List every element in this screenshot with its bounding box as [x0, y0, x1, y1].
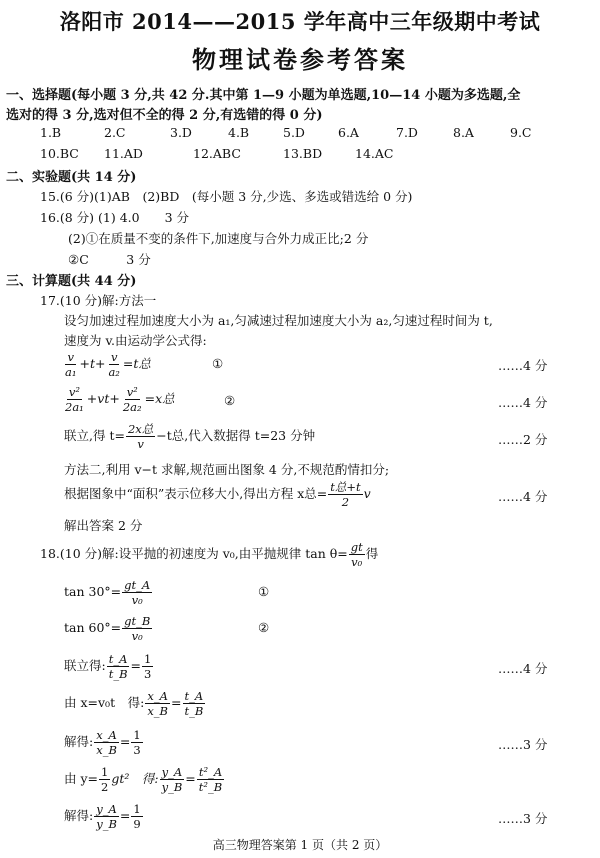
- equation-mark: ①: [258, 584, 270, 599]
- answer-item: 12.ABC: [193, 146, 241, 161]
- section3-heading: 三、计算题(共 44 分): [6, 274, 137, 289]
- answer-item: 4.B: [228, 125, 250, 140]
- answer-item: 14.AC: [355, 146, 394, 161]
- score-label: ……3 分: [498, 737, 548, 752]
- q16-answer-3: ②C 3 分: [68, 252, 151, 267]
- q17-line2: 速度为 v.由运动学公式得:: [64, 333, 207, 348]
- answer-item: 6.A: [338, 125, 359, 140]
- answer-item: 8.A: [453, 125, 474, 140]
- section1-heading: 一、选择题(每小题 3 分,共 42 分.其中第 1—9 小题为单选题,10—14 小题为多选题,全: [6, 88, 521, 103]
- answer-item: 10.BC: [40, 146, 79, 161]
- q17-equation-3: 联立,得 t= $\frac{\text{2x总}}{v}$ −t总,代入数据得 t=23 分钟: [64, 422, 316, 451]
- score-label: ……4 分: [498, 661, 548, 676]
- answer-row-1: [40, 125, 61, 140]
- q18-equation-1: tan 30°= $\frac{gt\_A}{\text{v₀}}$: [64, 578, 151, 607]
- q18-equation-2: tan 60°= $\frac{gt\_B}{\text{v₀}}$: [64, 614, 151, 643]
- answer-item: 5.D: [283, 125, 305, 140]
- q18-equation-5: 解得: $\frac{x\_A}{x\_B}$ = $\frac{1}{3}$: [64, 728, 141, 757]
- page-footer: 高三物理答案第 1 页（共 2 页）: [212, 838, 388, 852]
- score-label: ……4 分: [498, 395, 548, 410]
- answer-item: 13.BD: [283, 146, 323, 161]
- score-label: ……2 分: [498, 432, 548, 447]
- q17-equation-1: $\frac{v}{\text{a₁}}$ +t+ $\frac{v}{\text{a₂}}$ =t总: [65, 350, 151, 379]
- answer-item: 11.AD: [104, 146, 143, 161]
- answer-item: 3.D: [170, 125, 192, 140]
- q18-equation-4: 由 x=v₀t 得: $\frac{x\_A}{x\_B}$ = $\frac{t\_A}{t\_B}$: [64, 689, 204, 718]
- answer-item: 9.C: [510, 125, 532, 140]
- q17-title: 17.(10 分)解:方法一: [40, 293, 157, 308]
- document-subtitle: 物理试卷参考答案: [192, 45, 408, 74]
- q17-result: 解出答案 2 分: [64, 518, 143, 533]
- q18-equation-3: 联立得: $\frac{t\_A}{t\_B}$ = $\frac{1}{3}$: [64, 652, 152, 681]
- equation-mark: ①: [212, 356, 224, 371]
- answer-item: 7.D: [396, 125, 418, 140]
- score-label: ……3 分: [498, 811, 548, 826]
- document-title: 洛阳市 2014——2015 学年高中三年级期中考试: [59, 9, 541, 34]
- q17-line1: 设匀加速过程加速度大小为 a₁,匀减速过程加速度大小为 a₂,匀速过程时间为 t,: [64, 313, 493, 328]
- q18-title: 18.(10 分)解:设平抛的初速度为 v₀,由平抛规律 tan θ= $\frac{gt}{\text{v₀}}$ 得: [40, 540, 379, 569]
- answer-item: 2.C: [104, 125, 126, 140]
- q17-equation-2: $\frac{\text{v²}}{\text{2a₁}}$ +vt+ $\frac{\text{v²}}{\text{2a₂}}$ =x总: [65, 385, 175, 414]
- q16-answer-2: (2)①在质量不变的条件下,加速度与合外力成正比;2 分: [68, 231, 369, 246]
- q17-method2: 方法二,利用 v−t 求解,规范画出图象 4 分,不规范酌情扣分;: [64, 462, 390, 477]
- score-label: ……4 分: [498, 358, 548, 373]
- equation-mark: ②: [224, 393, 236, 408]
- equation-mark: ②: [258, 620, 270, 635]
- score-label: ……4 分: [498, 489, 548, 504]
- answer-item: 1.B: [40, 125, 62, 140]
- q18-equation-6: 由 y= $\frac{1}{2}$ gt² 得: $\frac{y\_A}{y\_B}$ = $\frac{\text{t²\_A}}{\text{t²\_B}}$: [64, 765, 223, 794]
- q15-answer: 15.(6 分)(1)AB (2)BD (每小题 3 分,少选、多选或错选给 0 分): [40, 189, 413, 204]
- q18-equation-7: 解得: $\frac{y\_A}{y\_B}$ = $\frac{1}{9}$: [64, 802, 141, 831]
- q17-equation-4: 根据图象中“面积”表示位移大小,得出方程 x总= $\frac{\text{t总+t}}{2}$ v: [64, 480, 371, 509]
- section1-heading-cont: 选对的得 3 分,选对但不全的得 2 分,有选错的得 0 分): [6, 108, 323, 123]
- section2-heading: 二、实验题(共 14 分): [6, 170, 137, 185]
- q16-answer-1: 16.(8 分) (1) 4.0 3 分: [40, 210, 190, 225]
